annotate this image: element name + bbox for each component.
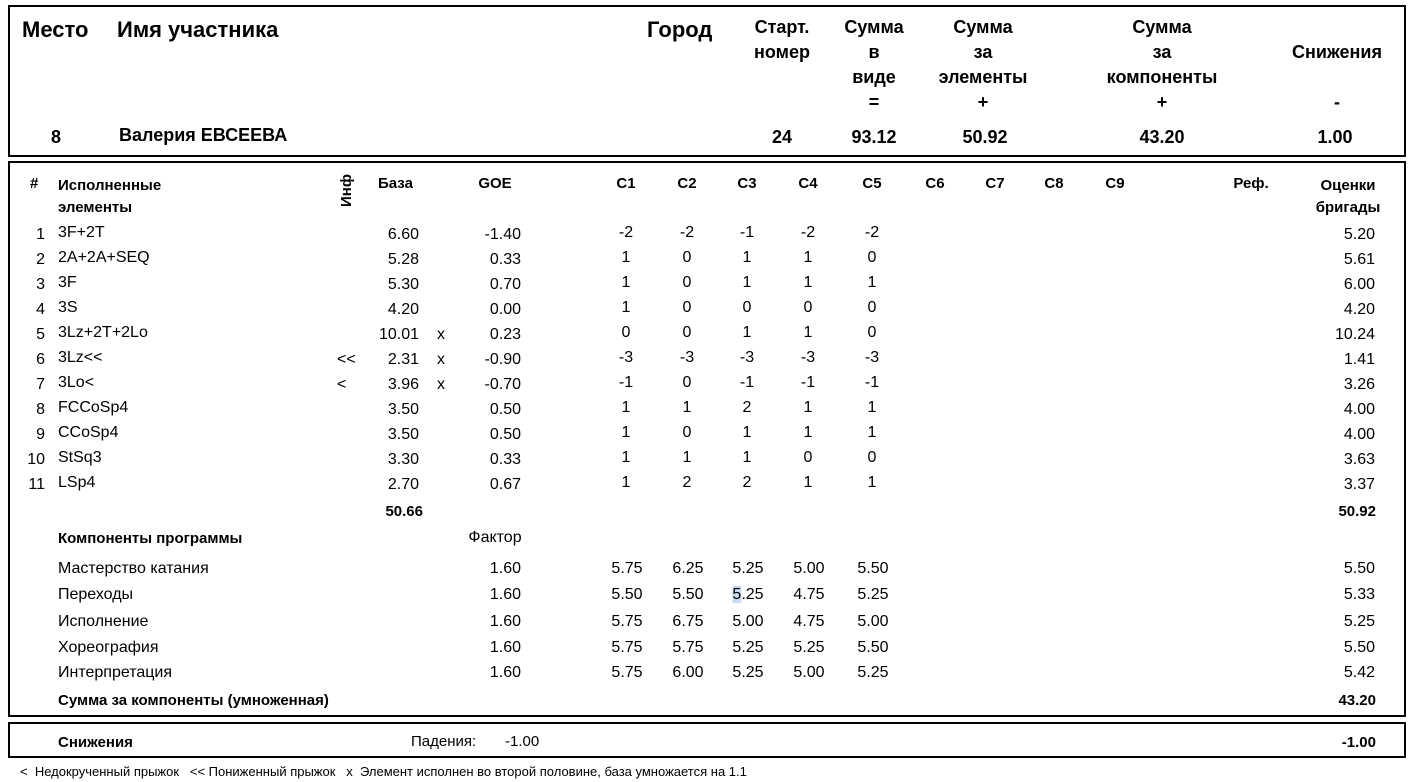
component-factor: 1.60 bbox=[489, 560, 521, 577]
element-number: 4 bbox=[36, 301, 45, 318]
element-goe: 0.00 bbox=[489, 301, 521, 318]
deductions-total: -1.00 bbox=[1341, 734, 1376, 751]
judge-score: -2 bbox=[679, 224, 695, 241]
judge-score: 1 bbox=[803, 424, 813, 441]
element-goe: -1.40 bbox=[484, 226, 521, 243]
judge-component-score: 5.50 bbox=[857, 639, 889, 656]
component-panel-score: 5.50 bbox=[1343, 639, 1375, 656]
element-code: CCoSp4 bbox=[58, 424, 119, 441]
element-goe: 0.23 bbox=[489, 326, 521, 343]
judge-component-score: 6.75 bbox=[672, 613, 704, 630]
judge-score: 0 bbox=[867, 299, 877, 316]
judge-score: 1 bbox=[621, 474, 631, 491]
skater-total: 93.12 bbox=[851, 127, 897, 147]
element-base: 5.28 bbox=[387, 251, 419, 268]
judge-score: 1 bbox=[621, 449, 631, 466]
base-total: 50.66 bbox=[385, 503, 423, 520]
element-number: 1 bbox=[36, 226, 45, 243]
judge-score: 0 bbox=[682, 324, 692, 341]
judge-score: -2 bbox=[618, 224, 634, 241]
element-goe: 0.33 bbox=[489, 451, 521, 468]
element-panel-score: 4.00 bbox=[1343, 426, 1375, 443]
legend-text: < Недокрученный прыжок << Пониженный прыжок x Элемент исполнен во второй половине, база умножается на 1.1 bbox=[20, 764, 747, 779]
judge-score: 1 bbox=[867, 424, 877, 441]
element-base: 3.30 bbox=[387, 451, 419, 468]
col-base-header: База bbox=[378, 175, 413, 192]
judge-component-score: 5.25 bbox=[732, 664, 764, 681]
judge-component-score: 4.75 bbox=[793, 613, 825, 630]
judge-score: 0 bbox=[742, 299, 752, 316]
element-info: << bbox=[337, 351, 356, 368]
elements-score-total: 50.92 bbox=[1338, 503, 1376, 520]
judge-score: 1 bbox=[867, 274, 877, 291]
factor-header: Фактор bbox=[468, 529, 522, 546]
judge-component-score: 6.25 bbox=[672, 560, 704, 577]
judge-score: 0 bbox=[682, 424, 692, 441]
element-panel-score: 1.41 bbox=[1343, 351, 1375, 368]
element-number: 7 bbox=[36, 376, 45, 393]
judge-score: 1 bbox=[803, 399, 813, 416]
judge-component-score: 5.25 bbox=[732, 586, 764, 603]
skater-deductions: 1.00 bbox=[1317, 127, 1353, 147]
element-number: 9 bbox=[36, 426, 45, 443]
skater-start-number: 24 bbox=[771, 127, 793, 147]
details-box bbox=[8, 161, 1406, 717]
components-title: Компоненты программы bbox=[58, 530, 243, 547]
judge-score: 1 bbox=[803, 324, 813, 341]
place-header: Место bbox=[22, 17, 89, 42]
judge-score: 1 bbox=[742, 449, 752, 466]
judge-score: -2 bbox=[800, 224, 816, 241]
judge-header: C5 bbox=[862, 175, 882, 192]
deductions-title: Снижения bbox=[58, 734, 133, 751]
judge-score: 0 bbox=[682, 274, 692, 291]
col-panel-header: Оценки бригады bbox=[1315, 177, 1381, 216]
element-code: 3F+2T bbox=[58, 224, 105, 241]
judge-header: C3 bbox=[737, 175, 757, 192]
element-code: 3S bbox=[58, 299, 78, 316]
judge-component-score: 5.75 bbox=[611, 664, 643, 681]
judge-score: 1 bbox=[742, 424, 752, 441]
component-panel-score: 5.25 bbox=[1343, 613, 1375, 630]
judge-score: 1 bbox=[621, 299, 631, 316]
falls-value: -1.00 bbox=[505, 733, 540, 750]
element-code: 3Lo< bbox=[58, 374, 95, 391]
element-base: 4.20 bbox=[387, 301, 419, 318]
col-referee-header: Реф. bbox=[1233, 175, 1269, 192]
element-number: 3 bbox=[36, 276, 45, 293]
judge-score: 1 bbox=[803, 474, 813, 491]
judge-header: C8 bbox=[1044, 175, 1064, 192]
skater-name: Валерия ЕВСЕЕВА bbox=[119, 125, 288, 145]
judge-score: -1 bbox=[618, 374, 634, 391]
judge-component-score: 5.75 bbox=[672, 639, 704, 656]
judge-component-score: 5.25 bbox=[857, 664, 889, 681]
total-score-header: Сумма в виде = bbox=[844, 17, 904, 112]
judge-score: 0 bbox=[867, 449, 877, 466]
judge-header: C2 bbox=[677, 175, 697, 192]
element-panel-score: 6.00 bbox=[1343, 276, 1375, 293]
skater-place: 8 bbox=[50, 127, 62, 147]
judge-score: 1 bbox=[742, 324, 752, 341]
judge-component-score: 5.00 bbox=[732, 613, 764, 630]
element-bonus-marker: x bbox=[437, 376, 445, 393]
deductions-box bbox=[8, 722, 1406, 758]
element-code: 3F bbox=[58, 274, 77, 291]
element-goe: 0.33 bbox=[489, 251, 521, 268]
judge-score: 1 bbox=[621, 274, 631, 291]
judge-header: C7 bbox=[985, 175, 1005, 192]
col-goe-header: GOE bbox=[478, 175, 512, 192]
judge-score: 0 bbox=[682, 249, 692, 266]
judge-component-score: 5.25 bbox=[732, 560, 764, 577]
component-panel-score: 5.50 bbox=[1343, 560, 1375, 577]
judge-component-score: 4.75 bbox=[793, 586, 825, 603]
element-code: 3Lz+2T+2Lo bbox=[58, 324, 148, 341]
judge-header: C4 bbox=[798, 175, 818, 192]
component-name: Хореография bbox=[58, 639, 159, 656]
judge-score: 2 bbox=[682, 474, 692, 491]
judge-score: 1 bbox=[621, 399, 631, 416]
judge-component-score: 5.75 bbox=[611, 613, 643, 630]
component-name: Интерпретация bbox=[58, 664, 173, 681]
judge-score: 0 bbox=[621, 324, 631, 341]
element-number: 11 bbox=[28, 476, 45, 493]
element-panel-score: 3.26 bbox=[1343, 376, 1375, 393]
element-panel-score: 4.20 bbox=[1343, 301, 1375, 318]
deductions-header: Снижения - bbox=[1292, 42, 1382, 112]
judge-score: 2 bbox=[742, 399, 752, 416]
col-info-header: Инф bbox=[338, 174, 355, 207]
elements-score-header: Сумма за элементы + bbox=[938, 17, 1028, 112]
element-base: 2.31 bbox=[387, 351, 419, 368]
judge-component-score: 5.75 bbox=[611, 560, 643, 577]
judge-component-score: 5.50 bbox=[857, 560, 889, 577]
judge-header: C6 bbox=[925, 175, 945, 192]
judge-score: 1 bbox=[621, 249, 631, 266]
judge-score: 1 bbox=[621, 424, 631, 441]
component-factor: 1.60 bbox=[489, 639, 521, 656]
components-sum-label: Сумма за компоненты (умноженная) bbox=[58, 692, 329, 709]
element-number: 10 bbox=[27, 451, 45, 468]
element-base: 10.01 bbox=[378, 326, 419, 343]
judge-score: -1 bbox=[739, 224, 755, 241]
judge-score: -3 bbox=[679, 349, 695, 366]
element-bonus-marker: x bbox=[437, 326, 445, 343]
judge-component-score: 5.25 bbox=[793, 639, 825, 656]
judge-score: 0 bbox=[682, 299, 692, 316]
element-panel-score: 5.61 bbox=[1343, 251, 1375, 268]
judge-score: 1 bbox=[803, 274, 813, 291]
judge-component-score: 5.00 bbox=[793, 664, 825, 681]
element-code: LSp4 bbox=[58, 474, 96, 491]
element-base: 5.30 bbox=[387, 276, 419, 293]
judge-score: 1 bbox=[867, 399, 877, 416]
components-sum-value: 43.20 bbox=[1338, 692, 1376, 709]
element-goe: 0.50 bbox=[489, 401, 521, 418]
element-goe: -0.70 bbox=[484, 376, 521, 393]
judge-component-score: 5.50 bbox=[611, 586, 643, 603]
element-goe: 0.70 bbox=[489, 276, 521, 293]
judge-component-score: 5.75 bbox=[611, 639, 643, 656]
judge-score: -1 bbox=[739, 374, 755, 391]
element-info: < bbox=[337, 376, 347, 393]
name-header: Имя участника bbox=[117, 17, 279, 42]
element-base: 3.50 bbox=[387, 426, 419, 443]
component-factor: 1.60 bbox=[489, 613, 521, 630]
components-score-header: Сумма за компоненты + bbox=[1106, 17, 1218, 112]
judge-score: 2 bbox=[742, 474, 752, 491]
element-number: 6 bbox=[36, 351, 45, 368]
col-num-header: # bbox=[30, 175, 39, 192]
judge-score: -1 bbox=[864, 374, 880, 391]
judge-score: 1 bbox=[682, 449, 692, 466]
element-goe: 0.50 bbox=[489, 426, 521, 443]
judge-component-score: 5.50 bbox=[672, 586, 704, 603]
element-number: 5 bbox=[36, 326, 45, 343]
judge-component-score: 5.25 bbox=[732, 639, 764, 656]
judge-score: 0 bbox=[803, 299, 813, 316]
element-panel-score: 5.20 bbox=[1343, 226, 1375, 243]
judge-score: 0 bbox=[867, 324, 877, 341]
judge-component-score: 5.00 bbox=[857, 613, 889, 630]
judge-score: -3 bbox=[864, 349, 880, 366]
judge-score: 0 bbox=[867, 249, 877, 266]
element-code: 3Lz<< bbox=[58, 349, 103, 366]
element-code: StSq3 bbox=[58, 449, 102, 466]
element-panel-score: 3.63 bbox=[1343, 451, 1375, 468]
judge-component-score: 5.00 bbox=[793, 560, 825, 577]
judge-score: 0 bbox=[682, 374, 692, 391]
city-header: Город bbox=[647, 17, 713, 42]
judge-score: 1 bbox=[742, 274, 752, 291]
element-base: 3.96 bbox=[387, 376, 419, 393]
skater-elements-total: 50.92 bbox=[962, 127, 1008, 147]
judge-header: C9 bbox=[1105, 175, 1125, 192]
judge-score: 1 bbox=[867, 474, 877, 491]
element-number: 2 bbox=[36, 251, 45, 268]
falls-label: Падения: bbox=[411, 733, 477, 750]
col-elements-header: Исполненные элементы bbox=[58, 177, 162, 216]
element-panel-score: 10.24 bbox=[1334, 326, 1375, 343]
component-name: Переходы bbox=[58, 586, 134, 603]
judge-score: -3 bbox=[800, 349, 816, 366]
judge-score: -3 bbox=[739, 349, 755, 366]
judge-header: C1 bbox=[616, 175, 636, 192]
judge-score: 1 bbox=[682, 399, 692, 416]
element-base: 2.70 bbox=[387, 476, 419, 493]
component-factor: 1.60 bbox=[489, 586, 521, 603]
start-number-header: Старт. номер bbox=[754, 17, 810, 62]
component-name: Мастерство катания bbox=[58, 560, 209, 577]
element-base: 3.50 bbox=[387, 401, 419, 418]
judge-score: 1 bbox=[742, 249, 752, 266]
element-number: 8 bbox=[36, 401, 45, 418]
component-panel-score: 5.42 bbox=[1343, 664, 1375, 681]
element-goe: 0.67 bbox=[489, 476, 521, 493]
element-goe: -0.90 bbox=[484, 351, 521, 368]
element-code: FCCoSp4 bbox=[58, 399, 129, 416]
judge-component-score: 6.00 bbox=[672, 664, 704, 681]
component-panel-score: 5.33 bbox=[1343, 586, 1375, 603]
component-name: Исполнение bbox=[58, 613, 149, 630]
judge-score: 1 bbox=[803, 249, 813, 266]
judge-score: -2 bbox=[864, 224, 880, 241]
skater-components-total: 43.20 bbox=[1139, 127, 1185, 147]
element-code: 2A+2A+SEQ bbox=[58, 249, 150, 266]
judge-component-score: 5.25 bbox=[857, 586, 889, 603]
element-panel-score: 3.37 bbox=[1343, 476, 1375, 493]
component-factor: 1.60 bbox=[489, 664, 521, 681]
element-base: 6.60 bbox=[387, 226, 419, 243]
element-panel-score: 4.00 bbox=[1343, 401, 1375, 418]
judge-score: 0 bbox=[803, 449, 813, 466]
judge-score: -3 bbox=[618, 349, 634, 366]
judge-score: -1 bbox=[800, 374, 816, 391]
element-bonus-marker: x bbox=[437, 351, 445, 368]
